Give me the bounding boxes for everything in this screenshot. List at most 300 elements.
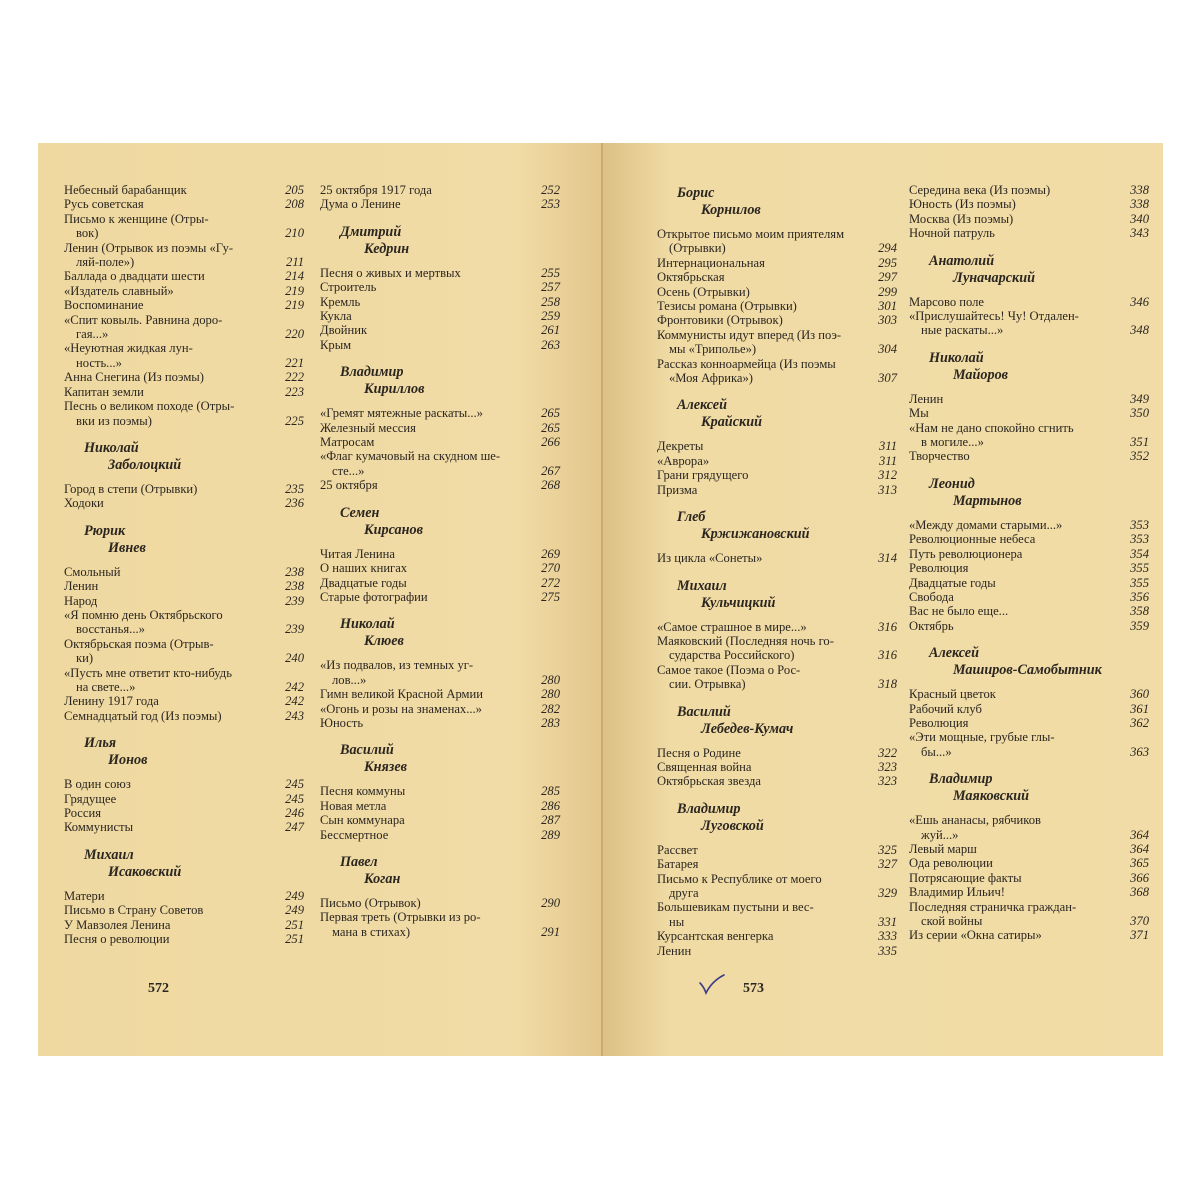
contents-entry: [657, 760, 897, 774]
author-heading: [320, 505, 560, 539]
contents-column-3: [657, 183, 897, 958]
entry-title: [64, 806, 275, 820]
entry-title-line: Рассказ конноармейца (Из поэмы: [657, 356, 836, 371]
entry-page-number: 243: [285, 708, 304, 723]
author-first-name: Дмитрий: [340, 223, 402, 240]
entry-title: [909, 547, 1120, 561]
entry-title: [64, 496, 275, 510]
entry-title-continuation: мана в стихах): [332, 924, 411, 939]
author-first-name: Василий: [340, 742, 394, 759]
contents-entry: [909, 702, 1149, 716]
contents-entry: [64, 820, 304, 834]
author-first-name: Николай: [340, 616, 395, 633]
entry-title: [64, 482, 275, 496]
contents-entry: [320, 896, 560, 910]
entry-title: [657, 746, 868, 760]
entry-title-line: Капитан земли: [64, 384, 144, 399]
entry-page-number: 268: [541, 478, 560, 493]
author-first-name: Илья: [84, 735, 117, 752]
entry-title-line: Железный мессия: [320, 420, 416, 435]
entry-title-continuation: бы...»: [921, 744, 952, 759]
entry-page-number: 242: [285, 679, 304, 694]
entry-page-number: 285: [541, 784, 560, 799]
entry-page-number: 335: [878, 943, 897, 958]
contents-entry: [909, 619, 1149, 633]
entry-page-number: 359: [1130, 618, 1149, 633]
entry-page-number: 365: [1130, 856, 1149, 871]
entry-title-continuation: гая...»: [76, 327, 109, 342]
entry-title-line: Россия: [64, 806, 102, 820]
entry-title-continuation: сте...»: [332, 463, 365, 478]
entry-title-line: Письмо к женщине (Отры-: [64, 211, 209, 226]
entry-title-line: «Аврора»: [657, 453, 710, 468]
entry-title-line: Песня о Родине: [657, 745, 741, 760]
author-last-name: Кирсанов: [364, 521, 423, 538]
entry-title: [909, 716, 1120, 730]
entry-page-number: 246: [285, 806, 304, 820]
entry-page-number: 263: [541, 337, 560, 352]
contents-entry: [657, 357, 897, 386]
contents-entry: [64, 792, 304, 806]
author-first-name: Николай: [929, 349, 984, 366]
entry-page-number: 348: [1130, 323, 1149, 338]
contents-entry: [909, 183, 1149, 197]
author-first-name: Михаил: [84, 846, 134, 863]
entry-title: [657, 328, 868, 357]
entry-title-line: Русь советская: [64, 197, 144, 212]
entry-title-line: Гимн великой Красной Армии: [320, 687, 483, 702]
contents-entry: [909, 716, 1149, 730]
contents-entry: [64, 608, 304, 637]
contents-entry: [64, 903, 304, 917]
entry-title: [909, 687, 1120, 701]
contents-entry: [320, 449, 560, 478]
contents-entry: [320, 547, 560, 561]
entry-title: [64, 385, 275, 399]
contents-entry: [909, 687, 1149, 701]
entry-title: [657, 357, 868, 386]
entry-title-line: Из серии «Окна сатиры»: [909, 928, 1042, 943]
entry-page-number: 294: [878, 241, 897, 256]
entry-title: [64, 298, 275, 312]
entry-title: [64, 565, 275, 579]
entry-title-line: Фронтовики (Отрывок): [657, 313, 783, 328]
entry-page-number: 323: [878, 759, 897, 774]
entry-title: [657, 944, 868, 958]
entry-title-line: Маяковский (Последняя ночь го-: [657, 633, 834, 648]
entry-page-number: 225: [285, 413, 304, 428]
contents-entry: [64, 399, 304, 428]
entry-page-number: 245: [285, 777, 304, 792]
entry-title: [320, 590, 531, 604]
contents-entry: [64, 579, 304, 593]
entry-page-number: 370: [1130, 914, 1149, 928]
entry-title: [909, 226, 1120, 240]
entry-title-line: Юность: [320, 715, 364, 730]
entry-page-number: 205: [285, 183, 304, 197]
entry-title: [320, 197, 531, 211]
author-first-name: Алексей: [677, 397, 727, 414]
left-page: [38, 143, 603, 1056]
entry-page-number: 355: [1130, 575, 1149, 590]
entry-title-line: Ленину 1917 года: [64, 694, 159, 709]
entry-title-line: Из цикла «Сонеты»: [657, 551, 763, 566]
entry-page-number: 245: [285, 791, 304, 806]
contents-entry: [320, 784, 560, 798]
entry-page-number: 312: [878, 468, 897, 483]
contents-entry: [909, 561, 1149, 575]
entry-page-number: 258: [541, 294, 560, 309]
contents-entry: [320, 295, 560, 309]
entry-title: [64, 608, 275, 637]
entry-page-number: 327: [878, 857, 897, 872]
entry-title-line: Владимир Ильич!: [909, 885, 1005, 900]
author-last-name: Майоров: [953, 366, 1009, 383]
contents-entry: [64, 482, 304, 496]
entry-title: [657, 454, 869, 468]
author-heading: [657, 397, 897, 431]
contents-entry: [657, 285, 897, 299]
contents-entry: [909, 730, 1149, 759]
entry-title-continuation: ные раскаты...»: [921, 323, 1004, 338]
entry-title-line: У Мавзолея Ленина: [64, 917, 171, 932]
entry-title: [320, 910, 531, 939]
entry-page-number: 283: [541, 715, 560, 730]
contents-entry: [64, 806, 304, 820]
contents-entry: [64, 889, 304, 903]
contents-entry: [320, 561, 560, 575]
author-last-name: Маширов-Самобытник: [953, 662, 1102, 679]
entry-title-continuation: ки): [76, 651, 94, 666]
entry-page-number: 325: [878, 842, 897, 857]
author-heading: [909, 771, 1149, 805]
left-page-number: 572: [148, 981, 169, 996]
entry-page-number: 282: [541, 701, 560, 716]
entry-title: [64, 594, 275, 608]
author-heading: [909, 253, 1149, 287]
entry-title-line: Город в степи (Отрывки): [64, 481, 198, 496]
contents-entry: [657, 843, 897, 857]
right-page-number: 573: [743, 981, 764, 996]
entry-title: [657, 760, 868, 774]
entry-title-line: Крым: [320, 337, 352, 352]
entry-title: [320, 784, 531, 798]
entry-title: [64, 709, 275, 723]
entry-page-number: 346: [1130, 294, 1149, 309]
entry-page-number: 223: [285, 384, 304, 399]
entry-page-number: 269: [541, 546, 560, 561]
entry-title-continuation: ской войны: [921, 914, 983, 928]
entry-page-number: 265: [541, 420, 560, 435]
entry-page-number: 214: [285, 269, 304, 284]
entry-title-line: Последняя страничка граждан-: [909, 899, 1077, 914]
entry-title: [657, 663, 868, 692]
entry-page-number: 266: [541, 435, 560, 450]
contents-entry: [320, 435, 560, 449]
entry-page-number: 318: [878, 677, 897, 692]
entry-title: [909, 518, 1120, 532]
entry-page-number: 280: [541, 672, 560, 687]
contents-entry: [909, 309, 1149, 338]
author-first-name: Алексей: [929, 645, 979, 662]
entry-title-line: Ода революции: [909, 856, 993, 871]
entry-title-line: Вас не было еще...: [909, 604, 1009, 619]
entry-page-number: 211: [286, 255, 304, 270]
contents-entry: [657, 227, 897, 256]
entry-title: [320, 813, 531, 827]
contents-entry: [64, 298, 304, 312]
right-page: [603, 143, 1163, 1056]
entry-title: [909, 449, 1120, 463]
entry-title: [909, 183, 1120, 197]
entry-title: [320, 547, 531, 561]
contents-entry: [320, 478, 560, 492]
contents-entry: [64, 370, 304, 384]
contents-entry: [909, 392, 1149, 406]
contents-entry: [909, 576, 1149, 590]
entry-page-number: 280: [541, 687, 560, 702]
entry-page-number: 208: [285, 197, 304, 212]
entry-title-line: Читая Ленина: [320, 546, 395, 561]
author-last-name: Крайский: [701, 414, 762, 431]
entry-page-number: 220: [285, 327, 304, 342]
entry-title: [320, 323, 531, 337]
entry-title: [909, 532, 1120, 546]
contents-entry: [320, 658, 560, 687]
entry-page-number: 358: [1130, 604, 1149, 619]
entry-title: [909, 813, 1120, 842]
entry-title-line: Революционные небеса: [909, 532, 1036, 547]
entry-page-number: 235: [285, 481, 304, 496]
author-heading: [909, 645, 1149, 679]
entry-page-number: 253: [541, 197, 560, 212]
entry-title-line: Песня о живых и мертвых: [320, 265, 461, 280]
entry-title-line: Строитель: [320, 280, 377, 295]
entry-page-number: 311: [879, 439, 897, 454]
entry-page-number: 354: [1130, 546, 1149, 561]
entry-page-number: 275: [541, 589, 560, 604]
entry-title-line: Первая треть (Отрывки из ро-: [320, 910, 481, 925]
entry-page-number: 240: [285, 651, 304, 666]
entry-title: [64, 341, 275, 370]
entry-title-line: Письмо в Страну Советов: [64, 903, 204, 918]
entry-title-line: Матросам: [320, 435, 375, 450]
entry-title: [657, 634, 868, 663]
contents-entry: [64, 183, 304, 197]
entry-title: [657, 439, 869, 453]
entry-title-line: Марсово поле: [909, 294, 985, 309]
contents-entry: [909, 295, 1149, 309]
entry-title: [657, 872, 868, 901]
entry-title-line: «Флаг кумачовый на скудном ше-: [320, 449, 501, 464]
entry-page-number: 236: [285, 496, 304, 511]
contents-entry: [64, 313, 304, 342]
entry-page-number: 238: [285, 579, 304, 594]
entry-title: [909, 421, 1120, 450]
entry-title: [909, 842, 1120, 856]
entry-title: [320, 421, 531, 435]
contents-entry: [909, 518, 1149, 532]
entry-page-number: 272: [541, 575, 560, 590]
entry-title: [320, 702, 531, 716]
entry-title-line: Левый марш: [909, 841, 977, 856]
contents-entry: [64, 565, 304, 579]
contents-entry: [909, 604, 1149, 618]
entry-title-line: «Я помню день Октябрьского: [64, 607, 223, 622]
entry-page-number: 297: [878, 270, 897, 285]
contents-column-2: [320, 183, 560, 939]
entry-title-line: Октябрьская звезда: [657, 774, 762, 789]
author-heading: [64, 440, 304, 474]
entry-page-number: 270: [541, 561, 560, 576]
entry-title-line: Бессмертное: [320, 827, 389, 842]
entry-title: [64, 399, 275, 428]
entry-title: [64, 183, 275, 197]
entry-title-line: «Из подвалов, из темных уг-: [320, 658, 474, 673]
contents-entry: [64, 496, 304, 510]
contents-entry: [657, 634, 897, 663]
entry-title: [64, 694, 275, 708]
entry-title-line: Воспоминание: [64, 298, 144, 313]
contents-entry: [657, 468, 897, 482]
entry-page-number: 265: [541, 406, 560, 421]
entry-title-continuation: вки из поэмы): [76, 413, 152, 428]
contents-entry: [657, 944, 897, 958]
entry-title: [909, 406, 1120, 420]
entry-page-number: 351: [1130, 435, 1149, 450]
contents-entry: [64, 932, 304, 946]
entry-title: [909, 885, 1120, 899]
author-last-name: Корнилов: [701, 202, 761, 218]
author-last-name: Коган: [364, 870, 401, 887]
entry-page-number: 364: [1130, 841, 1149, 856]
entry-title-line: Юность (Из поэмы): [909, 197, 1016, 212]
entry-title-line: «Гремят мятежные раскаты...»: [320, 406, 483, 421]
contents-entry: [64, 666, 304, 695]
entry-title: [909, 295, 1120, 309]
entry-page-number: 314: [878, 551, 897, 566]
entry-title: [320, 280, 531, 294]
contents-entry: [909, 532, 1149, 546]
entry-title: [320, 658, 531, 687]
entry-page-number: 299: [878, 284, 897, 299]
entry-page-number: 371: [1130, 928, 1149, 943]
entry-page-number: 307: [878, 371, 897, 386]
entry-page-number: 303: [878, 313, 897, 328]
entry-title-continuation: на свете...»: [76, 679, 136, 694]
contents-entry: [909, 871, 1149, 885]
entry-title-line: Большевикам пустыни и вес-: [657, 900, 814, 915]
entry-title-line: Путь революционера: [909, 546, 1023, 561]
entry-title-line: Интернациональная: [657, 255, 765, 270]
entry-page-number: 210: [285, 226, 304, 241]
entry-title: [64, 820, 275, 834]
entry-title-line: Песнь о великом походе (Отры-: [64, 399, 235, 414]
entry-title-line: Дума о Ленине: [320, 197, 401, 212]
entry-title: [909, 619, 1120, 633]
entry-title: [320, 183, 531, 197]
entry-title-line: Революция: [909, 715, 969, 730]
author-last-name: Князев: [364, 759, 407, 776]
entry-title-continuation: восстанья...»: [76, 622, 145, 637]
entry-title-line: Потрясающие факты: [909, 870, 1022, 885]
contents-entry: [320, 910, 560, 939]
entry-title: [909, 590, 1120, 604]
contents-entry: [320, 687, 560, 701]
author-first-name: Владимир: [677, 800, 741, 817]
contents-entry: [64, 197, 304, 211]
contents-entry: [320, 266, 560, 280]
entry-page-number: 221: [285, 355, 304, 370]
entry-page-number: 311: [879, 453, 897, 468]
author-last-name: Кульчицкий: [701, 594, 776, 611]
entry-title-continuation: (Отрывки): [669, 241, 726, 256]
contents-entry: [657, 299, 897, 313]
author-first-name: Семен: [340, 504, 380, 521]
author-heading: [320, 742, 560, 776]
entry-page-number: 255: [541, 265, 560, 280]
author-heading: [657, 509, 897, 543]
entry-title-line: Двадцатые годы: [320, 575, 407, 590]
author-first-name: Борис: [677, 185, 715, 201]
entry-page-number: 338: [1130, 183, 1149, 197]
entry-title-line: Революция: [909, 561, 969, 576]
entry-title: [64, 579, 275, 593]
author-last-name: Ионов: [108, 752, 148, 769]
entry-title-line: Смольный: [64, 564, 121, 579]
entry-title: [320, 435, 531, 449]
entry-title-line: Рабочий клуб: [909, 701, 982, 716]
entry-page-number: 247: [285, 820, 304, 835]
entry-title-line: Священная война: [657, 759, 752, 774]
entry-page-number: 353: [1130, 532, 1149, 547]
entry-title: [64, 792, 275, 806]
entry-title-continuation: жуй...»: [921, 827, 959, 842]
entry-page-number: 295: [878, 255, 897, 270]
contents-entry: [320, 309, 560, 323]
author-heading: [320, 854, 560, 888]
entry-page-number: 343: [1130, 226, 1149, 241]
entry-title-line: Письмо (Отрывок): [320, 895, 421, 910]
author-first-name: Анатолий: [929, 252, 995, 269]
contents-entry: [320, 590, 560, 604]
entry-page-number: 313: [878, 482, 897, 497]
entry-title: [657, 774, 868, 788]
contents-entry: [657, 313, 897, 327]
entry-title-line: Свобода: [909, 589, 954, 604]
entry-title: [64, 666, 275, 695]
entry-page-number: 301: [878, 299, 897, 314]
entry-title-line: Ходоки: [64, 496, 104, 511]
entry-title: [64, 313, 275, 342]
author-heading: [657, 578, 897, 612]
entry-title-line: «Издатель славный»: [64, 283, 174, 298]
contents-entry: [320, 183, 560, 197]
author-first-name: Глеб: [677, 509, 706, 526]
entry-title: [64, 932, 275, 946]
entry-title: [64, 777, 275, 791]
entry-title-line: Открытое письмо моим приятелям: [657, 227, 845, 241]
author-last-name: Кржижановский: [701, 526, 810, 543]
entry-title-line: В один союз: [64, 777, 131, 792]
entry-title-continuation: ляй-поле»): [76, 255, 135, 270]
entry-title-continuation: «Моя Африка»): [669, 371, 753, 386]
contents-column-4: [909, 183, 1149, 943]
entry-page-number: 242: [285, 694, 304, 709]
entry-title: [909, 212, 1120, 226]
entry-page-number: 257: [541, 280, 560, 295]
entry-title-line: Народ: [64, 593, 98, 608]
